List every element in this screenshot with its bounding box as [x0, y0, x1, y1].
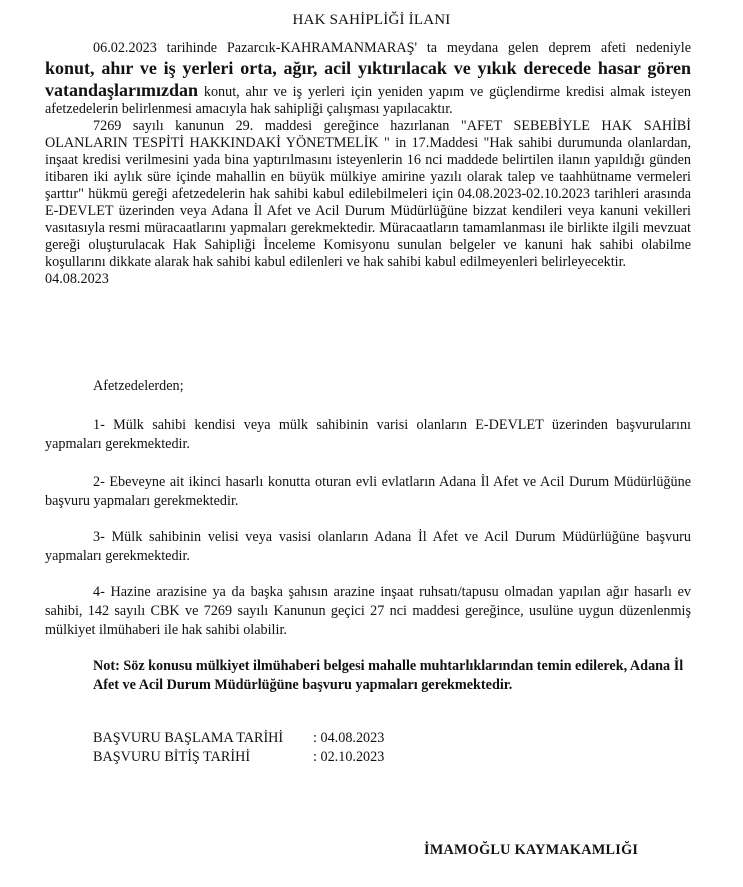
- application-dates: [93, 729, 384, 767]
- start-date-value: : 04.08.2023: [313, 730, 385, 746]
- list-item-4: 4- Hazine arazisine ya da başka şahısın arazine inşaat ruhsatı/tapusu olmadan yapılan ağır hasarlı ev sahibi, 142 sayılı CBK ve 7269 sayılı Kanunun geçici 27 nci maddesi gereğince, usulüne uygun düzenlenmiş mülkiyet ilmühaberi ile hak sahibi olabilir.: [45, 584, 691, 638]
- list-item-1: 1- Mülk sahibi kendisi veya mülk sahibinin varisi olanların E-DEVLET üzerinden başvurularını yapmaları gerekmektedir.: [45, 417, 691, 452]
- paragraph-regulation: 7269 sayılı kanunun 29. maddesi gereğince hazırlanan "AFET SEBEBİYLE HAK SAHİBİ OLANLARIN TESPİTİ HAKKINDAKİ YÖNETMELİK " in 17.Maddesi "Hak sahibi durumunda olanlardan, inşaat kredisi verilmesini yada bina yaptırılmasını isteyenlerin 16 nci maddede belirtilen ilanın yapıldığı günden itibaren iki aylık süre içinde mahallin en büyük mülkiye amirine yazılı olarak talep ve taahhütname vermeleri şarttır" hükmü gereği afetzedelerin hak sahibi kabul edilebilmeleri için 04.08.2023-02.10.2023 tarihleri arasında E-DEVLET üzerinden veya Adana İl Afet ve Acil Durum Müdürlüğüne bizzat kendileri veya kanuni vekilleri vasıtasıyla resmi müracaatlarını yapmaları gerekmektedir. Müracaatların tamamlanması ile birlikte ilgili mevzuat gereği oluşturulacak Hak Sahipliği İnceleme Komisyonu sunulan belgeler ve kanuni hak sahibi olabilme koşullarını dikkate alarak hak sahibi kabul edilenleri ve hak sahibi kabul edilmeyenleri belirleyecektir.: [45, 118, 691, 270]
- end-date-value: : 02.10.2023: [313, 749, 385, 765]
- document-body: [45, 40, 691, 288]
- document-title: HAK SAHİPLİĞİ İLANI: [292, 12, 451, 28]
- intro-line: Afetzedelerden;: [93, 378, 184, 394]
- list-item-3: 3- Mülk sahibinin velisi veya vasisi olanların Adana İl Afet ve Acil Durum Müdürlüğüne başvuru yapmaları gerekmektedir.: [45, 529, 691, 564]
- end-date-row: [93, 748, 384, 767]
- paragraph-earthquake-notice: [45, 40, 691, 118]
- start-date-row: [93, 729, 384, 748]
- paragraph1-text-end: konut, ahır ve iş yerleri için yeniden yapım ve güçlendirme kredisi almak isteyen afetzedelerin belirlenmesi amacıyla hak sahipliği çalışması yapılacaktır.: [45, 84, 691, 117]
- end-date-label: BAŞVURU BİTİŞ TARİHİ: [93, 749, 251, 765]
- signature-authority: İMAMOĞLU KAYMAKAMLIĞI: [424, 842, 639, 858]
- note-paragraph: Not: Söz konusu mülkiyet ilmühaberi belgesi mahalle muhtarlıklarından temin edilerek, Adana İl Afet ve Acil Durum Müdürlüğüne başvuru yapmaları gerekmektedir.: [93, 658, 684, 693]
- paragraph1-bold-emphasis: konut, ahır ve iş yerleri orta, ağır, acil yıktırılacak ve yıkık derecede hasar gören vatandaşlarımızdan: [45, 58, 691, 100]
- announcement-date: 04.08.2023: [45, 271, 109, 287]
- start-date-label: BAŞVURU BAŞLAMA TARİHİ: [93, 730, 284, 746]
- paragraph1-text-start: 06.02.2023 tarihinde Pazarcık-KAHRAMANMARAŞ' ta meydana gelen deprem afeti nedeniyle: [93, 40, 691, 56]
- list-item-2: 2- Ebeveyne ait ikinci hasarlı konutta oturan evli evlatların Adana İl Afet ve Acil Durum Müdürlüğüne başvuru yapmaları gerekmektedir.: [45, 474, 691, 509]
